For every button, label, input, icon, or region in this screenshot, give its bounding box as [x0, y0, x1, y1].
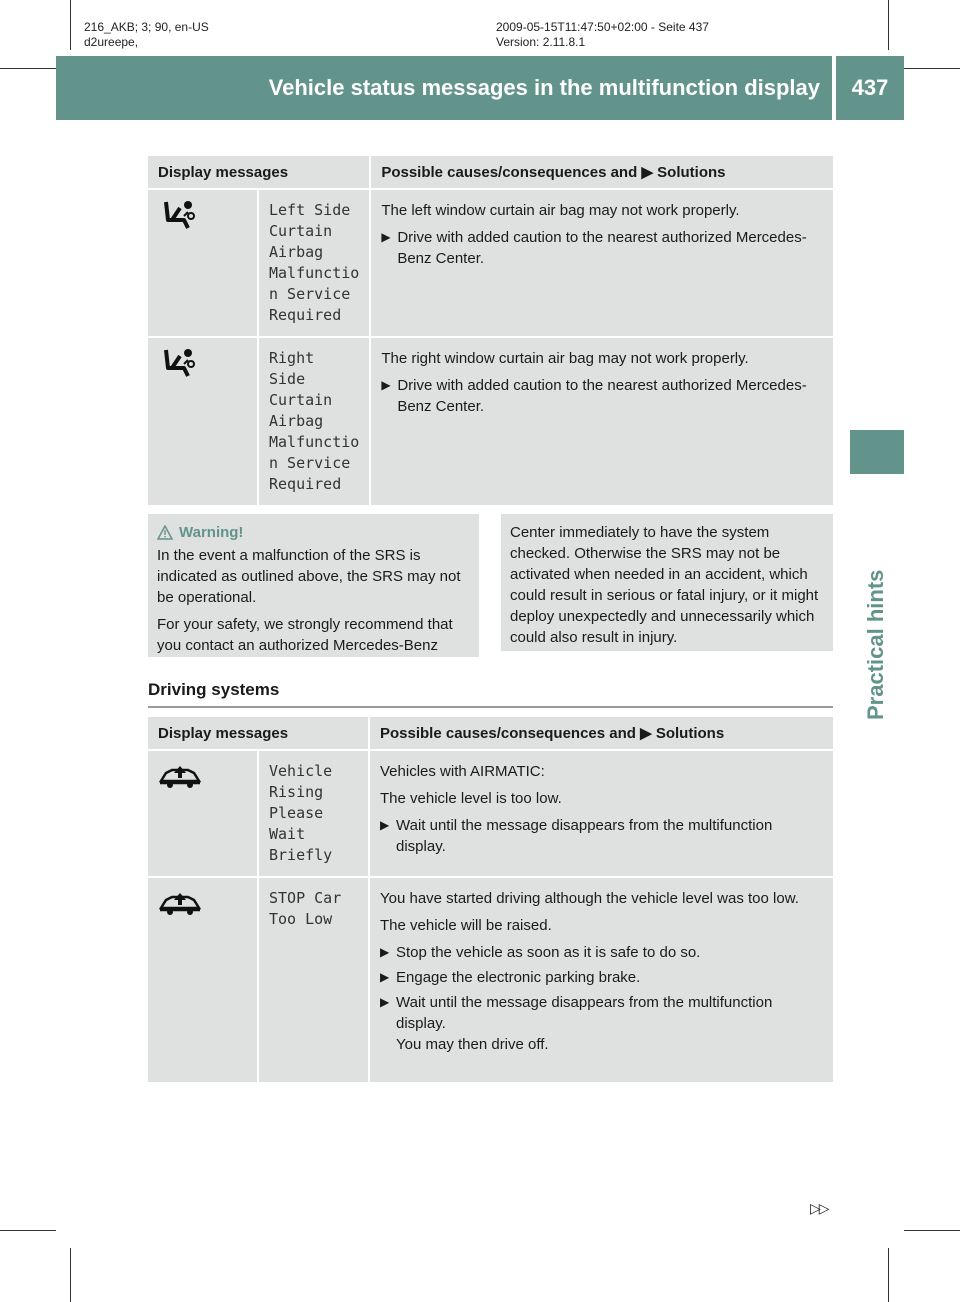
cause-text: The left window curtain air bag may not work properly.: [381, 202, 740, 219]
arrow-icon: ▶: [641, 164, 653, 181]
print-meta-line: 2009-05-15T11:47:50+02:00 - Seite 437: [496, 20, 709, 34]
arrow-icon: ▶: [380, 818, 390, 832]
icon-cell: [148, 751, 259, 878]
warning-triangle-icon: [157, 525, 173, 541]
solution-cell: [371, 338, 833, 507]
page-number: 437: [836, 56, 904, 120]
cause-text: The right window curtain air bag may not work properly.: [381, 350, 749, 367]
column-header-causes: [370, 717, 833, 751]
vehicle-level-icon: [158, 761, 202, 791]
warning-continuation-box: [501, 514, 833, 651]
side-tab: [852, 480, 900, 720]
table-row: [148, 190, 833, 338]
arrow-icon: ▶: [380, 970, 390, 984]
solution-cell: [370, 878, 833, 1084]
arrow-icon: ▶: [640, 725, 652, 742]
solution-cell: [371, 190, 833, 338]
side-tab-label: Practical hints: [863, 569, 888, 720]
table-row: [148, 338, 833, 507]
print-meta-line: Version: 2.11.8.1: [496, 35, 586, 49]
table-header-row: [148, 717, 833, 751]
print-meta-line: 216_AKB; 3; 90, en-US: [84, 20, 209, 34]
vehicle-level-icon: [158, 888, 202, 918]
bullet-item: [380, 967, 823, 988]
airbag-occupant-icon: [158, 200, 202, 230]
cause-text: You have started driving although the vehicle level was too low.: [380, 890, 799, 907]
arrow-icon: ▶: [380, 945, 390, 959]
solution-text: Wait until the message disappears from the multifunction display.: [396, 994, 773, 1032]
display-message: Right Side Curtain Airbag Malfunctio n Service Required: [259, 338, 371, 507]
print-meta-line: d2ureepe,: [84, 35, 139, 49]
solution-text: Stop the vehicle as soon as it is safe to do so.: [396, 944, 701, 961]
column-header-solutions-label: Solutions: [655, 725, 725, 742]
warning-text: In the event a malfunction of the SRS is indicated as outlined above, the SRS may not be operational.: [157, 547, 461, 606]
airbag-occupant-icon: [158, 348, 202, 378]
icon-cell: [148, 338, 259, 507]
cause-text: Vehicles with AIRMATIC:: [380, 763, 545, 780]
message-table-srs: [148, 156, 833, 507]
table-header-row: [148, 156, 833, 190]
print-meta-right: [496, 20, 709, 50]
solution-text: Drive with added caution to the nearest authorized Mercedes-Benz Center.: [397, 229, 807, 267]
solution-cell: [370, 751, 833, 878]
column-header-causes-label: Possible causes/consequences and: [381, 164, 638, 181]
section-divider: [148, 706, 833, 708]
table-row: [148, 878, 833, 1084]
bullet-item: [380, 992, 823, 1055]
display-message: STOP Car Too Low: [259, 878, 370, 1084]
crop-mark: [70, 1248, 71, 1302]
page-title: Vehicle status messages in the multifunction display: [268, 75, 820, 100]
message-table-driving-systems: [148, 717, 833, 1084]
side-tab-block: [850, 430, 904, 474]
bullet-item: [380, 942, 823, 963]
print-meta-left: [84, 20, 209, 50]
warning-heading: [157, 522, 470, 543]
crop-mark: [904, 68, 960, 69]
column-header-solutions-label: Solutions: [657, 164, 726, 181]
arrow-icon: ▶: [381, 378, 391, 392]
crop-mark: [0, 68, 56, 69]
solution-text: Drive with added caution to the nearest authorized Mercedes-Benz Center.: [397, 377, 807, 415]
solution-text: Engage the electronic parking brake.: [396, 969, 641, 986]
column-header-display-messages: Display messages: [148, 717, 370, 751]
display-message: Vehicle Rising Please Wait Briefly: [259, 751, 370, 878]
bullet-item: [380, 815, 823, 857]
column-header-causes: [371, 156, 833, 190]
column-header-display-messages: Display messages: [148, 156, 371, 190]
warning-text: For your safety, we strongly recommend that you contact an authorized Mercedes-Benz: [157, 616, 453, 654]
solution-text: Wait until the message disappears from the multifunction display.: [396, 817, 773, 855]
solution-note: You may then drive off.: [396, 1036, 549, 1053]
crop-mark: [0, 1230, 56, 1231]
warning-box: [148, 514, 479, 657]
crop-mark: [904, 1230, 960, 1231]
warning-title: Warning!: [179, 524, 244, 541]
arrow-icon: ▶: [380, 995, 390, 1009]
table-row: [148, 751, 833, 878]
section-heading: Driving systems: [148, 680, 280, 699]
crop-mark: [888, 0, 889, 50]
crop-mark: [70, 0, 71, 50]
bullet-item: [381, 375, 823, 417]
arrow-icon: ▶: [381, 230, 391, 244]
bullet-item: [381, 227, 823, 269]
display-message: Left Side Curtain Airbag Malfunctio n Service Required: [259, 190, 371, 338]
cause-text: The vehicle will be raised.: [380, 917, 552, 934]
continue-mark: ▷▷: [810, 1200, 828, 1216]
warning-text: Center immediately to have the system checked. Otherwise the SRS may not be activated when needed in an accident, which could result in serious or fatal injury, or it might deploy unexpectedly and unnecessarily which could also result in injury.: [510, 524, 819, 646]
cause-text: The vehicle level is too low.: [380, 790, 562, 807]
column-header-causes-label: Possible causes/consequences and: [380, 725, 636, 742]
icon-cell: [148, 190, 259, 338]
solution-text-group: [396, 992, 823, 1055]
crop-mark: [888, 1248, 889, 1302]
icon-cell: [148, 878, 259, 1084]
